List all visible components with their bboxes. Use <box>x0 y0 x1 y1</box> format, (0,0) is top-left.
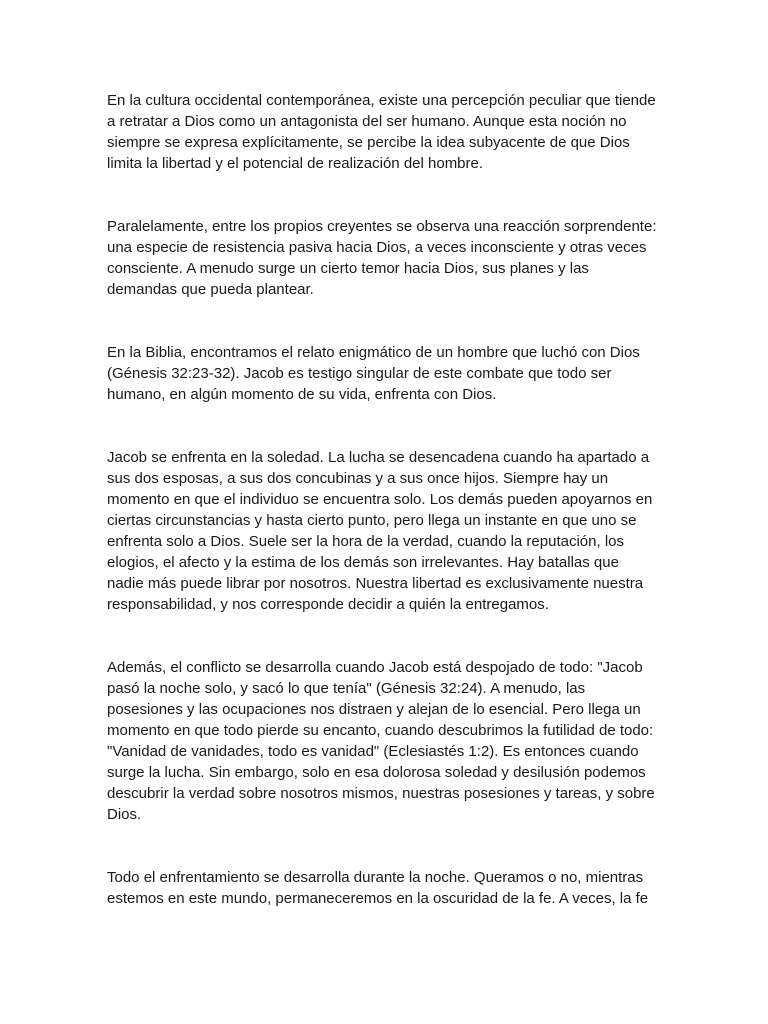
text-line: Todo el enfrentamiento se desarrolla durante la noche. Queramos o no, mientras <box>107 869 644 886</box>
text-line: una especie de resistencia pasiva hacia Dios, a veces inconsciente y otras veces <box>107 239 647 256</box>
text-line: siempre se expresa explícitamente, se percibe la idea subyacente de que Dios <box>107 134 630 151</box>
text-line: estemos en este mundo, permaneceremos en la oscuridad de la fe. A veces, la fe <box>107 890 649 907</box>
text-line: responsabilidad, y nos corresponde decidir a quién la entregamos. <box>107 596 549 613</box>
paragraph-5 <box>107 657 667 825</box>
paragraph-spacer <box>107 300 667 342</box>
text-line: ciertas circunstancias y hasta cierto punto, pero llega un instante en que uno se <box>107 512 637 529</box>
text-line: Jacob se enfrenta en la soledad. La lucha se desencadena cuando ha apartado a <box>107 449 650 466</box>
paragraph-2 <box>107 216 667 300</box>
text-line: elogios, el afecto y la estima de los demás son irrelevantes. Hay batallas que <box>107 554 619 571</box>
text-line: sus dos esposas, a sus dos concubinas y a sus once hijos. Siempre hay un <box>107 470 609 487</box>
text-line: momento en que todo pierde su encanto, cuando descubrimos la futilidad de todo: <box>107 722 654 739</box>
text-line: Además, el conflicto se desarrolla cuando Jacob está despojado de todo: "Jacob <box>107 659 643 676</box>
text-line: enfrenta solo a Dios. Suele ser la hora de la verdad, cuando la reputación, los <box>107 533 624 550</box>
text-line: Paralelamente, entre los propios creyentes se observa una reacción sorprendente: <box>107 218 657 235</box>
text-line: "Vanidad de vanidades, todo es vanidad" (Eclesiastés 1:2). Es entonces cuando <box>107 743 639 760</box>
text-line: pasó la noche solo, y sacó lo que tenía" (Génesis 32:24). A menudo, las <box>107 680 586 697</box>
text-line: Dios. <box>107 806 142 823</box>
text-line: surge la lucha. Sin embargo, solo en esa dolorosa soledad y desilusión podemos <box>107 764 646 781</box>
document-body <box>107 90 667 909</box>
text-line: posesiones y las ocupaciones nos distraen y alejan de lo esencial. Pero llega un <box>107 701 641 718</box>
text-line: limita la libertad y el potencial de realización del hombre. <box>107 155 484 172</box>
paragraph-spacer <box>107 174 667 216</box>
text-line: momento en que el individuo se encuentra solo. Los demás pueden apoyarnos en <box>107 491 653 508</box>
paragraph-spacer <box>107 405 667 447</box>
paragraph-6 <box>107 867 667 909</box>
text-line: demandas que pueda plantear. <box>107 281 314 298</box>
text-line: En la cultura occidental contemporánea, existe una percepción peculiar que tiende <box>107 92 656 109</box>
paragraph-3 <box>107 342 667 405</box>
text-line: a retratar a Dios como un antagonista del ser humano. Aunque esta noción no <box>107 113 627 130</box>
text-line: (Génesis 32:23-32). Jacob es testigo singular de este combate que todo ser <box>107 365 612 382</box>
paragraph-1 <box>107 90 667 174</box>
paragraph-4 <box>107 447 667 615</box>
text-line: descubrir la verdad sobre nosotros mismos, nuestras posesiones y tareas, y sobre <box>107 785 655 802</box>
text-line: humano, en algún momento de su vida, enfrenta con Dios. <box>107 386 497 403</box>
text-line: nadie más puede librar por nosotros. Nuestra libertad es exclusivamente nuestra <box>107 575 644 592</box>
paragraph-spacer <box>107 615 667 657</box>
text-line: En la Biblia, encontramos el relato enigmático de un hombre que luchó con Dios <box>107 344 640 361</box>
paragraph-spacer <box>107 825 667 867</box>
text-line: consciente. A menudo surge un cierto temor hacia Dios, sus planes y las <box>107 260 589 277</box>
